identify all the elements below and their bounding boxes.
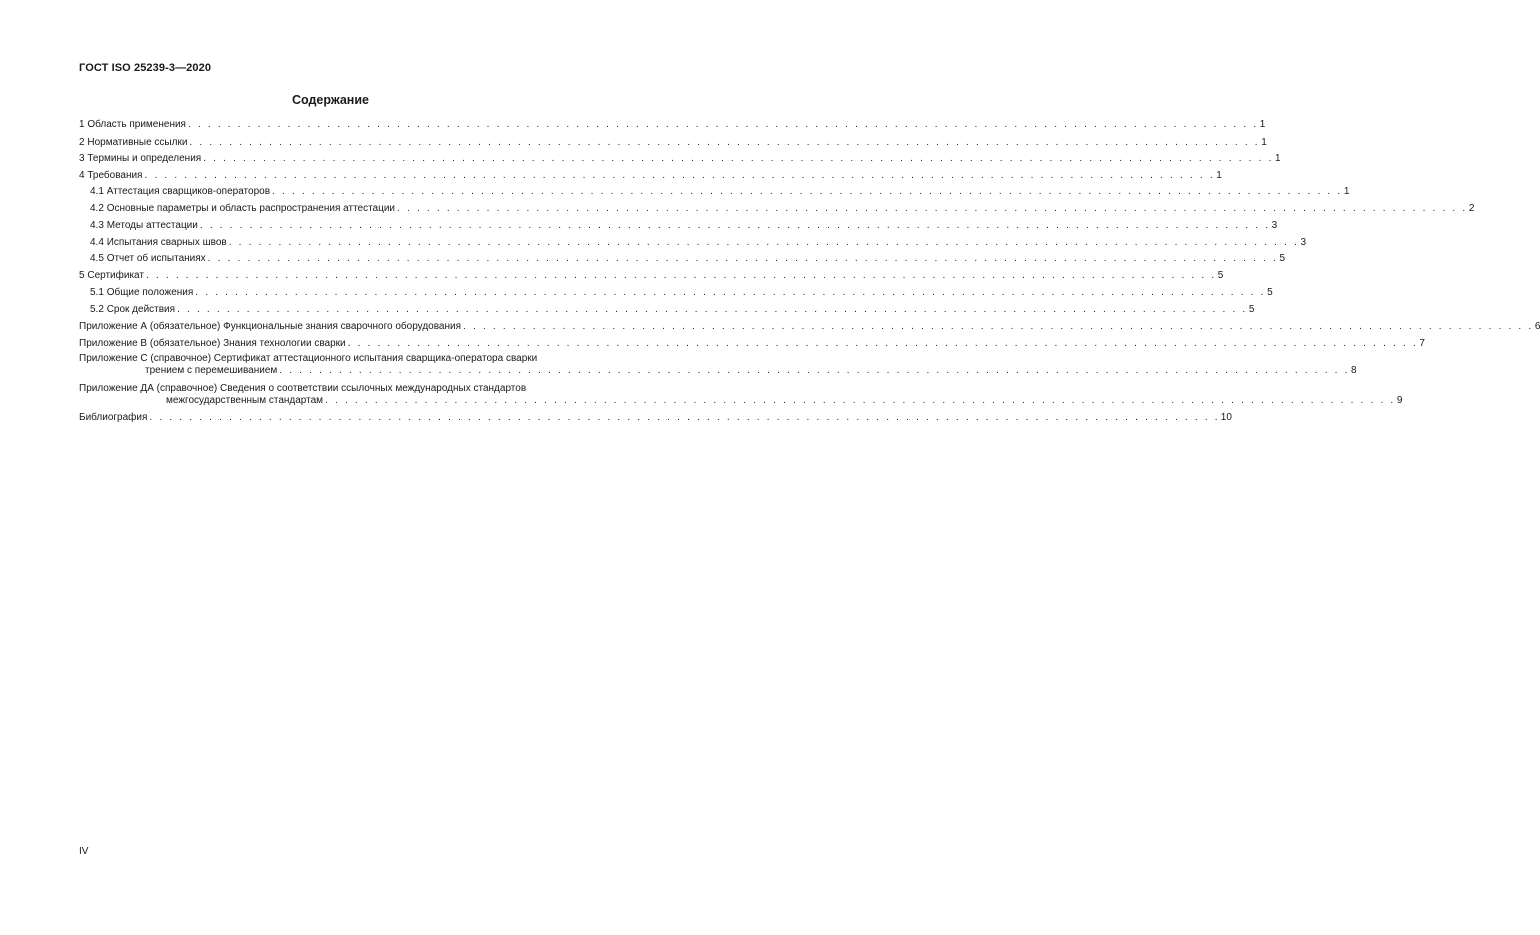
toc-entry-page: 7: [1419, 338, 1425, 349]
toc-entry-title: Методы аттестации: [106, 220, 198, 231]
toc-entry-number: 4.4: [90, 237, 107, 248]
dot-leader: . . . . . . . . . . . . . . . . . . . . . . . . . . . . . . . . . . . . . . . . . . . . . . . . . . . . . . . . . . . . . . . . . . . . . . . . . . . . . . . . . . . . . . . . . . . . . . . . . . . . . . . . . . . .: [149, 412, 1220, 423]
toc-entry-page: 1: [1274, 153, 1281, 164]
toc-entry-title: Приложение А (обязательное) Функциональные знания сварочного оборудования: [79, 321, 462, 332]
dot-leader: . . . . . . . . . . . . . . . . . . . . . . . . . . . . . . . . . . . . . . . . . . . . . . . . . . . . . . . . . . . . . . . . . . . . . . . . . . . . . . . . . . . . . . . . . . . . . . . . . . . . . . . . . . . .: [203, 153, 1274, 164]
toc-entry-number: 4.1: [90, 186, 107, 197]
toc-entry-page: 6: [1534, 321, 1540, 332]
toc-entry-5-1[interactable]: [79, 287, 1273, 299]
toc-entry-title: Общие положения: [106, 287, 194, 298]
toc-entry-page: 8: [1351, 365, 1357, 376]
toc-entry-page: 1: [1261, 137, 1267, 148]
toc-entry-number: 4.5: [90, 253, 107, 264]
dot-leader: . . . . . . . . . . . . . . . . . . . . . . . . . . . . . . . . . . . . . . . . . . . . . . . . . . . . . . . . . . . . . . . . . . . . . . . . . . . . . . . . . . . . . . . . . . . . . . . . . . . . . . . . . . . .: [145, 270, 1217, 281]
toc-entry-title: Библиография: [79, 412, 148, 423]
dot-leader: . . . . . . . . . . . . . . . . . . . . . . . . . . . . . . . . . . . . . . . . . . . . . . . . . . . . . . . . . . . . . . . . . . . . . . . . . . . . . . . . . . . . . . . . . . . . . . . . . . . . . . . . . . . .: [199, 220, 1271, 231]
toc-entry-2[interactable]: [79, 137, 1267, 149]
toc-entry-number: 5.1: [90, 287, 107, 298]
page-number: IV: [79, 846, 89, 857]
toc-entry-number: 1: [79, 119, 88, 130]
toc-entry-1[interactable]: [79, 119, 1266, 131]
toc-entry-title: Испытания сварных швов: [106, 237, 227, 248]
toc-entry-appendix-a[interactable]: [79, 321, 1540, 333]
toc-entry-number: 3: [79, 153, 88, 164]
toc-entry-page: 2: [1468, 203, 1475, 214]
toc-entry-page: 5: [1217, 270, 1224, 281]
dot-leader: . . . . . . . . . . . . . . . . . . . . . . . . . . . . . . . . . . . . . . . . . . . . . . . . . . . . . . . . . . . . . . . . . . . . . . . . . . . . . . . . . . . . . . . . . . . . . . . . . . . . . . . . . . . .: [325, 395, 1396, 406]
toc-entry-title: Срок действия: [106, 304, 176, 315]
document-code: ГОСТ ISO 25239-3—2020: [79, 62, 212, 74]
toc-entry-3[interactable]: [79, 153, 1281, 165]
dot-leader: . . . . . . . . . . . . . . . . . . . . . . . . . . . . . . . . . . . . . . . . . . . . . . . . . . . . . . . . . . . . . . . . . . . . . . . . . . . . . . . . . . . . . . . . . . . . . . . . . . . . . . . . . . . .: [189, 137, 1260, 148]
toc-entry-title: Нормативные ссылки: [87, 137, 188, 148]
toc-entry-page: 10: [1220, 412, 1232, 423]
dot-leader: . . . . . . . . . . . . . . . . . . . . . . . . . . . . . . . . . . . . . . . . . . . . . . . . . . . . . . . . . . . . . . . . . . . . . . . . . . . . . . . . . . . . . . . . . . . . . . . . . . . . . . . . . . . .: [207, 253, 1278, 264]
toc-entry-page: 5: [1279, 253, 1285, 264]
dot-leader: . . . . . . . . . . . . . . . . . . . . . . . . . . . . . . . . . . . . . . . . . . . . . . . . . . . . . . . . . . . . . . . . . . . . . . . . . . . . . . . . . . . . . . . . . . . . . . . . . . . . . . . . . . . .: [463, 321, 1534, 332]
dot-leader: . . . . . . . . . . . . . . . . . . . . . . . . . . . . . . . . . . . . . . . . . . . . . . . . . . . . . . . . . . . . . . . . . . . . . . . . . . . . . . . . . . . . . . . . . . . . . . . . . . . . . . . . . . . .: [177, 304, 1248, 315]
toc-entry-page: 5: [1248, 304, 1255, 315]
toc-entry-appendix-b[interactable]: [79, 338, 1425, 350]
toc-entry-number: 4: [79, 170, 88, 181]
toc-entry-title: Сертификат: [87, 270, 144, 281]
toc-entry-page: 1: [1259, 119, 1266, 130]
dot-leader: . . . . . . . . . . . . . . . . . . . . . . . . . . . . . . . . . . . . . . . . . . . . . . . . . . . . . . . . . . . . . . . . . . . . . . . . . . . . . . . . . . . . . . . . . . . . . . . . . . . . . . . . . . . .: [347, 338, 1418, 349]
toc-entry-5[interactable]: [79, 270, 1224, 282]
toc-entry-page: 5: [1267, 287, 1273, 298]
dot-leader: . . . . . . . . . . . . . . . . . . . . . . . . . . . . . . . . . . . . . . . . . . . . . . . . . . . . . . . . . . . . . . . . . . . . . . . . . . . . . . . . . . . . . . . . . . . . . . . . . . . . . . . . . . . .: [195, 287, 1266, 298]
toc-entry-title: Приложение В (обязательное) Знания технологии сварки: [79, 338, 346, 349]
toc-entry-title: Требования: [87, 170, 143, 181]
dot-leader: . . . . . . . . . . . . . . . . . . . . . . . . . . . . . . . . . . . . . . . . . . . . . . . . . . . . . . . . . . . . . . . . . . . . . . . . . . . . . . . . . . . . . . . . . . . . . . . . . . . . . . . . . . . .: [187, 119, 1259, 130]
toc-entry-page: 3: [1300, 237, 1307, 248]
toc-entry-page: 9: [1396, 395, 1403, 406]
toc-entry-number: 4.2: [90, 203, 107, 214]
toc-entry-title: Приложение ДА (справочное) Сведения о соответствии ссылочных международных стандартов: [79, 383, 527, 394]
toc-entry-page: 1: [1343, 186, 1350, 197]
dot-leader: . . . . . . . . . . . . . . . . . . . . . . . . . . . . . . . . . . . . . . . . . . . . . . . . . . . . . . . . . . . . . . . . . . . . . . . . . . . . . . . . . . . . . . . . . . . . . . . . . . . . . . . . . . . .: [228, 237, 1300, 248]
toc-entry-4-1[interactable]: [79, 186, 1350, 198]
toc-entry-number: 2: [79, 137, 88, 148]
toc-entry-page: 3: [1271, 220, 1278, 231]
dot-leader: . . . . . . . . . . . . . . . . . . . . . . . . . . . . . . . . . . . . . . . . . . . . . . . . . . . . . . . . . . . . . . . . . . . . . . . . . . . . . . . . . . . . . . . . . . . . . . . . . . . . . . . . . . . .: [397, 203, 1468, 214]
toc-entry-appendix-da[interactable]: [79, 383, 1403, 407]
toc-entry-page: 1: [1216, 170, 1222, 181]
toc-entry-bibliography[interactable]: [79, 412, 1232, 424]
toc-entry-title: Основные параметры и область распространения аттестации: [106, 203, 396, 214]
toc-entry-title-continued: трением с перемешиванием: [145, 365, 278, 376]
dot-leader: . . . . . . . . . . . . . . . . . . . . . . . . . . . . . . . . . . . . . . . . . . . . . . . . . . . . . . . . . . . . . . . . . . . . . . . . . . . . . . . . . . . . . . . . . . . . . . . . . . . . . . . . . . . .: [272, 186, 1343, 197]
dot-leader: . . . . . . . . . . . . . . . . . . . . . . . . . . . . . . . . . . . . . . . . . . . . . . . . . . . . . . . . . . . . . . . . . . . . . . . . . . . . . . . . . . . . . . . . . . . . . . . . . . . . . . . . . . . .: [279, 365, 1350, 376]
toc-entry-5-2[interactable]: [79, 304, 1255, 316]
toc-entry-4-2[interactable]: [79, 203, 1475, 215]
toc-entry-title: Приложение С (справочное) Сертификат аттестационного испытания сварщика-оператора сварки: [79, 353, 538, 364]
toc-entry-title: Аттестация сварщиков-операторов: [106, 186, 271, 197]
toc-entry-number: 5.2: [90, 304, 107, 315]
toc-entry-title-continued: межгосударственным стандартам: [166, 395, 324, 406]
toc-entry-title: Область применения: [87, 119, 186, 130]
toc-entry-4[interactable]: [79, 170, 1222, 182]
toc-entry-appendix-c[interactable]: [79, 353, 1357, 377]
toc-title: Содержание: [291, 93, 369, 107]
toc-entry-title: Термины и определения: [87, 153, 202, 164]
toc-entry-title: Отчет об испытаниях: [106, 253, 206, 264]
toc-entry-number: 5: [79, 270, 88, 281]
toc-entry-4-5[interactable]: [79, 253, 1285, 265]
toc-entry-4-4[interactable]: [79, 237, 1307, 249]
dot-leader: . . . . . . . . . . . . . . . . . . . . . . . . . . . . . . . . . . . . . . . . . . . . . . . . . . . . . . . . . . . . . . . . . . . . . . . . . . . . . . . . . . . . . . . . . . . . . . . . . . . . . . . . . . . .: [144, 170, 1215, 181]
toc-entry-4-3[interactable]: [79, 220, 1278, 232]
toc-entry-number: 4.3: [90, 220, 107, 231]
